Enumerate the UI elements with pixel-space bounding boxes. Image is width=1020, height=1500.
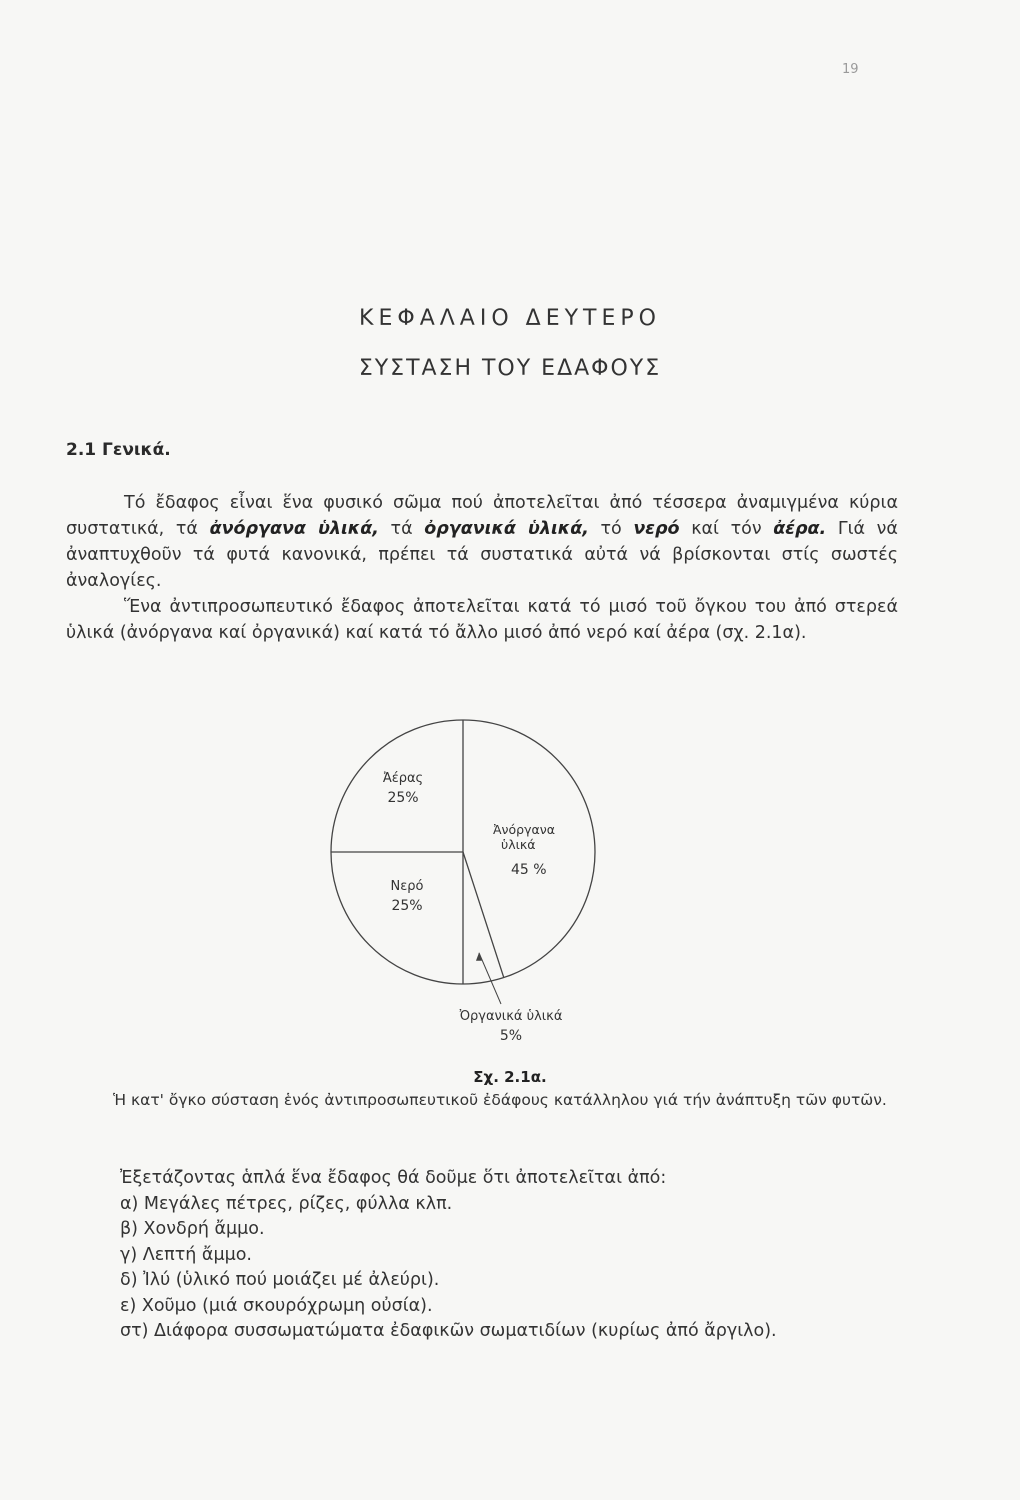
list-item: β) Χονδρή ἄμμο. [120, 1219, 265, 1239]
paragraph-2: Ἕνα ἀντιπροσωπευτικό ἔδαφος ἀποτελεῖται κατά τό μισό τοῦ ὄγκου του ἀπό στερεά ὑλικά (ἀνόργανα καί ὀργανικά) καί κατά τό ἄλλο μισό ἀπό νερό καί ἀέρα (σχ. 2.1α). [66, 597, 898, 643]
pie-slice-label [460, 953, 563, 1044]
list-item: γ) Λεπτή ἄμμο. [120, 1244, 252, 1265]
emphasis-water: νερό [633, 519, 680, 539]
section-heading: 2.1 Γενικά. [66, 440, 171, 460]
pie-slice-label [493, 822, 555, 878]
paragraph-1-text-d: καί τόν [679, 519, 774, 539]
paragraph-1-text-c: τό [588, 519, 634, 539]
paragraph-1 [66, 490, 898, 594]
figure-label: Σχ. 2.1α. [473, 1068, 547, 1086]
emphasis-inorganic: ἀνόργανα ὑλικά, [209, 519, 379, 539]
emphasis-organic: ὀργανικά ὑλικά, [424, 519, 589, 539]
slice-name: Ἀέρας [382, 771, 424, 786]
slice-name-line2: ὑλικά [501, 837, 536, 852]
pie-slice-boundary [463, 852, 504, 978]
list-intro: Ἐξετάζοντας ἁπλά ἕνα ἔδαφος θά δοῦμε ὅτι ἀποτελεῖται ἀπό: [120, 1168, 667, 1188]
pie-slice-label [383, 771, 423, 806]
slice-value: 5% [499, 1028, 523, 1044]
list-item: ε) Χοῦμο (μιά σκουρόχρωμη οὐσία). [120, 1295, 433, 1316]
slice-name: Ἀνόργανα [493, 822, 555, 837]
pie-layer [331, 720, 595, 1044]
slice-value: 25% [387, 790, 419, 806]
paragraph-1-text-e: Γιά νά ἀναπτυχθοῦν τά φυτά κανονικά, πρέπει τά συστατικά αὐτά νά βρίσκονται στίς σωστές ἀναλογίες. [66, 519, 898, 591]
emphasis-air: ἀέρα. [773, 519, 827, 539]
slice-name: Νερό [390, 879, 424, 894]
chapter-subtitle: ΣΥΣΤΑΣΗ ΤΟΥ ΕΔΑΦΟΥΣ [358, 356, 662, 381]
slice-value: 45 % [511, 862, 547, 878]
slice-name: Ὀργανικά ὑλικά [459, 1009, 563, 1024]
figure-caption: Ἡ κατ' ὄγκο σύσταση ἑνός ἀντιπροσωπευτικοῦ ἐδάφους κατάλληλου γιά τήν ἀνάπτυξη τῶν φυτῶν. [113, 1091, 887, 1109]
pie-slice-label [391, 879, 424, 914]
page-number: 19 [842, 62, 859, 77]
pie-chart [310, 700, 640, 1070]
slice-value: 25% [391, 898, 423, 914]
list-item: στ) Διάφορα συσσωματώματα ἐδαφικῶν σωματιδίων (κυρίως ἀπό ἄργιλο). [120, 1321, 777, 1341]
paragraph-1-text-a: Τό ἔδαφος εἶναι ἕνα φυσικό σῶμα πού ἀποτελεῖται ἀπό τέσσερα ἀναμιγμένα κύρια συστατικά, τά [66, 493, 898, 539]
chapter-title: ΚΕΦΑΛΑΙΟ ΔΕΥΤΕΡΟ [359, 306, 661, 331]
paragraph-1-text-b: τά [378, 519, 425, 539]
list-item: δ) Ἰλύ (ὑλικό πού μοιάζει μέ ἀλεύρι). [120, 1270, 440, 1290]
composition-list [120, 1166, 777, 1345]
list-item: α) Μεγάλες πέτρες, ρίζες, φύλλα κλπ. [120, 1193, 453, 1214]
